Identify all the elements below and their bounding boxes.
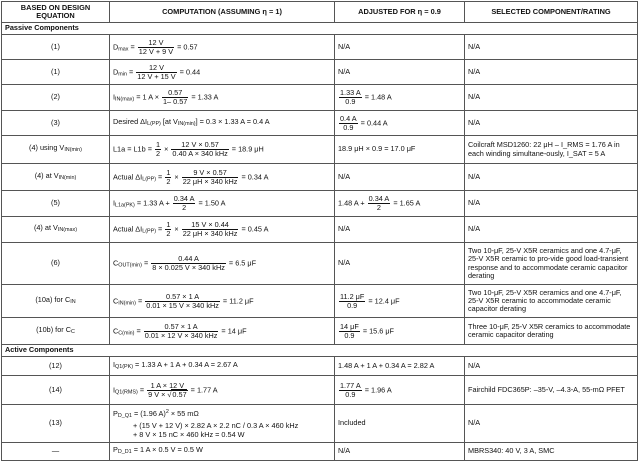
fraction-half [165, 169, 171, 186]
computation-cell [110, 85, 335, 111]
fraction-denominator: 8 × 0.025 V × 340 kHz [152, 263, 225, 272]
table-row [2, 285, 638, 318]
comp-result: = 0.44 [177, 66, 201, 76]
fraction-denominator: 0.9 [345, 97, 356, 106]
fraction-numerator: 1 [155, 140, 161, 149]
comp-lhs-sub: IN(min) [118, 299, 136, 306]
fraction-numerator: 15 V × 0.44 [182, 221, 239, 230]
comp-lhs-sub: IN(max) [115, 96, 135, 103]
basis-cell: (2) [2, 85, 110, 111]
comp-sup: 2 [165, 409, 169, 415]
fraction [138, 39, 174, 56]
comp-sub: L(PP) [147, 120, 161, 127]
basis-sub: IN [70, 298, 76, 305]
computation-cell [110, 376, 335, 405]
adjusted-cell: 1.48 A + 1 A + 0.34 A = 2.82 A [335, 357, 465, 376]
equation-line-2: + (15 V + 12 V) × 2.82 A × 2.2 nC / 0.3 A × 460 kHz [133, 421, 299, 430]
adjusted-cell: N/A [335, 243, 465, 285]
computation-cell [110, 136, 335, 164]
header-basis: BASED ON DESIGN EQUATION [2, 2, 110, 23]
selected-cell: Two 10-μF, 25-V X5R ceramics and one 4.7-μF, 25-V X5R ceramic to pro-vide good load-transient response and to accommodate ceramic capacitor derating [465, 243, 638, 285]
sqrt-radicand: 0.57 [172, 389, 187, 399]
denominator-text: 9 V × [148, 389, 168, 399]
comp-lhs-sub: OUT(min) [118, 262, 142, 269]
table-row [2, 111, 638, 136]
basis-cell: (5) [2, 191, 110, 217]
adjusted-cell [335, 191, 465, 217]
comp-result: = 0.57 [175, 41, 198, 51]
comp-rest: = 1.33 A + 1 A + 0.34 A = 2.67 A [133, 359, 238, 369]
fraction-denominator: 0.01 × 12 V × 340 kHz [144, 330, 218, 340]
basis-text: (4) at V [33, 223, 58, 233]
fraction-numerator: 1 [166, 220, 171, 229]
comp-rest: = 1 A × 0.5 V = 0.5 W [131, 445, 203, 455]
comp-result: = 1.77 A [188, 384, 218, 394]
fraction-numerator: 1.33 A [340, 88, 361, 97]
basis-text: (4) at V [34, 170, 59, 180]
fraction-numerator: 0.57 [162, 89, 188, 98]
adjusted-cell: N/A [335, 164, 465, 191]
computation-cell [110, 443, 335, 461]
computation-cell [110, 217, 335, 243]
adjusted-result: = 0.44 A [358, 117, 388, 127]
fraction [151, 255, 226, 272]
fraction [182, 221, 239, 238]
adjusted-cell: N/A [335, 60, 465, 85]
basis-cell [2, 217, 110, 243]
comp-lhs-sub: Q1(PK) [115, 363, 134, 370]
basis-cell: (6) [2, 243, 110, 285]
comp-eq: = [141, 258, 151, 268]
header-computation: COMPUTATION (ASSUMING η = 1) [110, 2, 335, 23]
comp-lhs: Actual ΔI [113, 171, 143, 181]
fraction-denominator: 22 μH × 340 kHz [182, 229, 238, 238]
adjusted-cell: N/A [335, 35, 465, 60]
fraction-numerator: 9 V × 0.57 [182, 169, 239, 178]
basis-sub: IN(min) [58, 174, 77, 181]
adjusted-result: = 1.48 A [362, 92, 392, 102]
fraction-numerator: 0.4 A [340, 113, 357, 123]
comp-result: = 1.50 A [196, 198, 226, 208]
comp-eq: = 1.33 A + [134, 198, 172, 208]
fraction [368, 195, 391, 212]
fraction-denominator: 2 [155, 149, 161, 158]
fraction-numerator: 11.2 μF [340, 291, 365, 301]
fraction-denominator: 0.9 [344, 330, 355, 340]
comp-lhs: C [113, 295, 119, 305]
header-adjusted: ADJUSTED FOR η = 0.9 [335, 2, 465, 23]
comp-result: = 0.34 A [239, 171, 269, 181]
comp-result: = 0.45 A [239, 224, 269, 234]
basis-cell [2, 318, 110, 345]
fraction-half [155, 141, 161, 158]
fraction-denominator: 2 [182, 203, 187, 212]
basis-cell: (13) [2, 405, 110, 443]
adjusted-cell: N/A [335, 217, 465, 243]
computation-cell [110, 35, 335, 60]
comp-lhs: C [113, 325, 119, 335]
fraction-numerator: 14 μF [340, 321, 359, 331]
table-row [2, 243, 638, 285]
comp-text: × 55 mΩ [168, 409, 199, 418]
comp-sub: IN(min) [177, 120, 196, 127]
basis-text: (4) using V [29, 143, 65, 153]
comp-lhs-sub: Q1(RMS) [115, 388, 138, 395]
fraction-numerator: 0.57 × 1 A [144, 323, 219, 332]
comp-eq: = [128, 41, 137, 51]
comp-eq: = [156, 224, 165, 234]
selected-cell: N/A [465, 405, 638, 443]
computation-cell [110, 111, 335, 136]
comp-eq: = [126, 66, 136, 76]
adjusted-result: = 1.96 A [362, 384, 392, 394]
fraction [162, 89, 188, 106]
computation-cell [110, 243, 335, 285]
table-row [2, 136, 638, 164]
fraction [144, 323, 219, 340]
comp-text: ] = 0.3 × 1.33 A = 0.4 A [195, 116, 270, 126]
design-equation-table [1, 1, 638, 461]
table-row [2, 405, 638, 443]
comp-eq: = [134, 325, 143, 335]
basis-cell [2, 164, 110, 191]
table-row [2, 164, 638, 191]
basis-cell: (12) [2, 357, 110, 376]
fraction-numerator: 12 V [138, 39, 174, 48]
computation-cell [110, 164, 335, 191]
basis-sub: C [70, 328, 75, 335]
fraction [339, 382, 362, 399]
comp-result: = 18.9 μH [229, 144, 264, 154]
comp-lhs-sub: L(PP) [142, 228, 156, 235]
sqrt-icon: √ [167, 389, 172, 399]
adjusted-result: = 12.4 μF [366, 295, 400, 305]
fraction [171, 141, 228, 158]
selected-cell: Two 10-μF, 25-V X5R ceramics and one 4.7-μF, 25-V X5R ceramic to accommodate ceramic capacitor derating [465, 285, 638, 318]
basis-text: (10a) for C [35, 294, 71, 304]
comp-result: = 11.2 μF [220, 295, 254, 305]
table-row [2, 85, 638, 111]
comp-lhs-sub: L1a(PK) [115, 202, 135, 209]
selected-cell: MBRS340: 40 V, 3 A, SMC [465, 443, 638, 461]
selected-cell: Fairchild FDC365P: –35-V, –4.3-A, 55-mΩ PFET [465, 376, 638, 405]
header-selected: SELECTED COMPONENT/RATING [465, 2, 638, 23]
adjusted-cell: N/A [335, 443, 465, 461]
basis-text: (10b) for C [36, 324, 71, 334]
table-row [2, 60, 638, 85]
basis-cell [2, 136, 110, 164]
table-row [2, 191, 638, 217]
comp-result: = 6.5 μF [226, 258, 257, 268]
table-row [2, 318, 638, 345]
fraction-numerator: 12 V [136, 64, 176, 73]
fraction-numerator: 12 V × 0.57 [171, 141, 228, 150]
comp-mid: × [162, 144, 171, 154]
adjusted-cell: 18.9 μH × 0.9 = 17.0 μF [335, 136, 465, 164]
basis-sub: IN(max) [57, 227, 78, 234]
fraction-numerator: 1 [166, 167, 171, 177]
comp-lhs: P [113, 445, 118, 455]
fraction [136, 64, 176, 81]
fraction [182, 169, 239, 186]
comp-lhs-sub: L(PP) [142, 175, 156, 182]
comp-lhs: P [113, 409, 118, 418]
selected-cell: N/A [465, 164, 638, 191]
computation-cell [110, 60, 335, 85]
comp-lhs: I [113, 384, 116, 394]
adjusted-result: = 1.65 A [391, 198, 421, 208]
basis-cell: (14) [2, 376, 110, 405]
fraction-denominator: 0.9 [345, 389, 356, 399]
selected-cell: Coilcraft MSD1260: 22 μH – I_RMS = 1.76 A in each winding simultane-ously, I_SAT = 5 A [465, 136, 638, 164]
basis-cell [2, 285, 110, 318]
adjusted-result: = 15.6 μF [360, 325, 395, 335]
comp-mid: × [172, 171, 181, 181]
selected-cell: N/A [465, 217, 638, 243]
basis-cell: (3) [2, 111, 110, 136]
fraction-numerator: 0.44 A [151, 255, 226, 264]
comp-lhs-sub: min [118, 70, 127, 77]
adjusted-cell: Included [335, 405, 465, 443]
comp-eq: = 1 A × [134, 92, 161, 102]
fraction-denominator: 2 [166, 176, 171, 186]
adjusted-cell [335, 318, 465, 345]
selected-cell: Three 10-μF, 25-V X5R ceramics to accommodate ceramic capacitor derating [465, 318, 638, 345]
comp-lhs-sub: D_Q1 [117, 413, 132, 419]
comp-eq: = [137, 384, 147, 394]
table-row [2, 217, 638, 243]
fraction [339, 115, 358, 132]
selected-cell: N/A [465, 35, 638, 60]
fraction-denominator: 2 [166, 229, 171, 238]
comp-lhs: I [113, 198, 116, 208]
comp-eq: = [156, 171, 165, 181]
basis-cell: — [2, 443, 110, 461]
comp-text: Desired ΔI [113, 116, 148, 126]
selected-cell: N/A [465, 111, 638, 136]
computation-cell [110, 285, 335, 318]
adjusted-cell [335, 376, 465, 405]
fraction [173, 195, 196, 212]
fraction-denominator: 2 [376, 203, 381, 212]
fraction-numerator: 0.34 A [368, 194, 390, 203]
fraction-denominator: 12 V + 9 V [138, 46, 174, 56]
fraction-denominator: 0.9 [347, 300, 358, 310]
selected-cell: N/A [465, 357, 638, 376]
fraction [339, 89, 362, 106]
fraction-denominator: 22 μH × 340 kHz [182, 176, 238, 186]
fraction [339, 323, 360, 340]
comp-result: = 14 μF [219, 325, 247, 335]
comp-lhs-sub: D_D1 [117, 449, 132, 456]
fraction-denominator: 0.01 × 15 V × 340 kHz [146, 300, 219, 310]
comp-lhs: L1a = L1b = [113, 144, 154, 154]
adjusted-cell [335, 85, 465, 111]
comp-text: = (1.96 A) [131, 409, 166, 418]
computation-cell [110, 318, 335, 345]
section-title-active: Active Components [2, 345, 638, 357]
table-header-row [2, 2, 638, 23]
fraction [147, 382, 188, 399]
fraction-numerator: 1 A × 12 V [147, 382, 188, 391]
comp-eq: = [135, 295, 145, 305]
computation-cell [110, 357, 335, 376]
adjusted-cell [335, 111, 465, 136]
table-row [2, 376, 638, 405]
basis-sub: IN(min) [64, 147, 82, 154]
fraction-denominator: 0.40 A × 340 kHz [172, 149, 228, 158]
comp-mid: × [172, 224, 181, 234]
fraction-half [165, 221, 171, 238]
comp-lhs: D [113, 41, 119, 51]
comp-result: = 1.33 A [189, 92, 219, 102]
section-row-active [2, 345, 638, 357]
comp-lhs: I [113, 92, 116, 102]
equation-line-3: + 8 V × 15 nC × 460 kHz = 0.54 W [133, 430, 245, 439]
fraction [339, 293, 365, 310]
adjusted-cell [335, 285, 465, 318]
computation-cell [110, 191, 335, 217]
fraction-numerator: 1.77 A [340, 380, 361, 390]
fraction-denominator: 12 V + 15 V [137, 71, 176, 81]
selected-cell: N/A [465, 191, 638, 217]
fraction-denominator: 0.9 [343, 122, 354, 132]
fraction [145, 293, 220, 310]
fraction-denominator [147, 391, 188, 399]
comp-lhs-sub: C(min) [118, 329, 135, 336]
comp-lhs: D [113, 66, 119, 76]
equation-line-1 [113, 408, 331, 421]
table-row [2, 357, 638, 376]
comp-lhs: C [113, 258, 119, 268]
comp-lhs-sub: max [118, 45, 129, 52]
basis-cell: (1) [2, 35, 110, 60]
selected-cell: N/A [465, 85, 638, 111]
section-title-passive: Passive Components [2, 23, 638, 35]
table-row [2, 443, 638, 461]
adjusted-prefix: 1.48 A + [338, 198, 367, 208]
fraction-numerator: 0.34 A [173, 194, 195, 203]
section-row-passive [2, 23, 638, 35]
fraction-denominator: 1– 0.57 [162, 97, 188, 106]
comp-lhs: I [113, 359, 116, 369]
basis-cell: (1) [2, 60, 110, 85]
fraction-numerator: 0.57 × 1 A [145, 293, 220, 302]
computation-cell [110, 405, 335, 443]
comp-text: [at V [160, 116, 178, 126]
comp-lhs: Actual ΔI [113, 224, 143, 234]
table-row [2, 35, 638, 60]
selected-cell: N/A [465, 60, 638, 85]
